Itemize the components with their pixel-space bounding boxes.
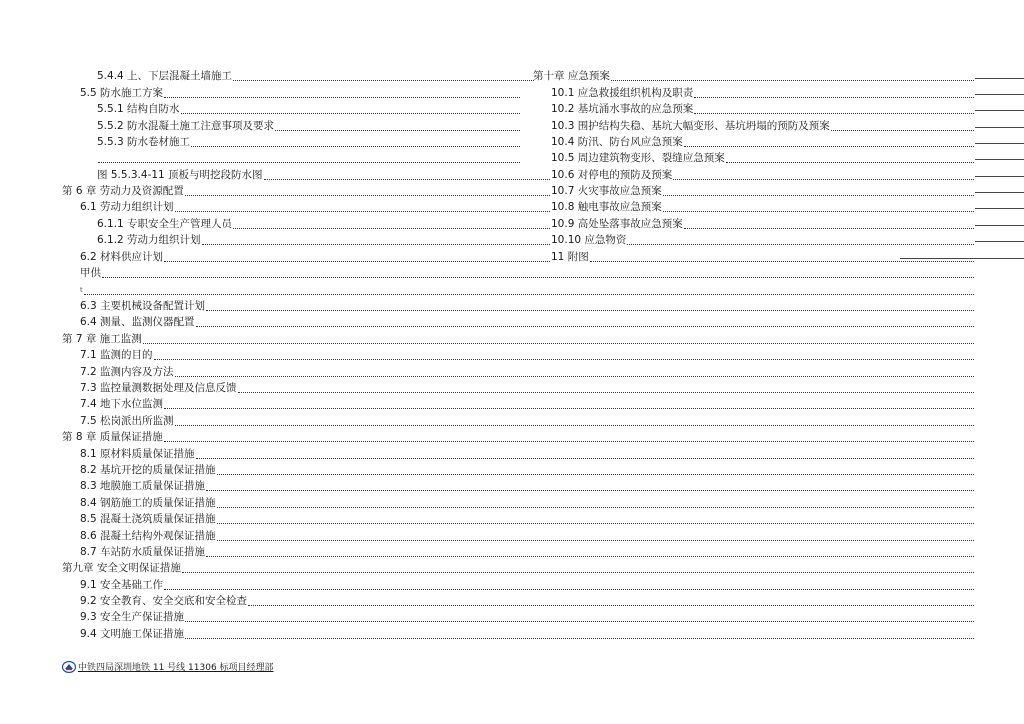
toc-entry-label: 5.5.2 防水混凝土施工注意事项及要求 (97, 120, 275, 132)
toc-entry[interactable] (80, 512, 974, 526)
toc-entry-label: 10.2 基坑涌水事故的应急预案 (551, 103, 694, 115)
toc-entry-label: 8.2 基坑开挖的质量保证措施 (80, 464, 216, 476)
toc-entry-label: 10.7 火灾事故应急预案 (551, 185, 662, 197)
toc-entry[interactable] (97, 168, 550, 182)
toc-entry[interactable] (551, 102, 974, 116)
leader-dots (590, 260, 974, 262)
toc-entry-label: 10.4 防汛、防台风应急预案 (551, 136, 683, 148)
toc-entry[interactable] (97, 151, 520, 165)
toc-entry-label: 10.1 应急救援组织机构及职责 (551, 87, 694, 99)
toc-entry-label: 9.2 安全教育、安全交底和安全检查 (80, 595, 248, 607)
leader-dots (202, 243, 550, 245)
toc-entry[interactable] (80, 315, 974, 329)
toc-entry-label: 6.2 材料供应计划 (80, 251, 164, 263)
leader-dots (238, 391, 974, 393)
toc-entry-label: 10.6 对停电的预防及预案 (551, 169, 673, 181)
toc-entry-label: 6.1 劳动力组织计划 (80, 201, 174, 213)
leader-dots (663, 210, 974, 212)
toc-entry[interactable] (97, 119, 520, 133)
leader-dots (143, 342, 974, 344)
toc-entry-label: 8.1 原材料质量保证措施 (80, 448, 195, 460)
toc-entry-label: 6.4 测量、监测仪器配置 (80, 316, 195, 328)
rule-line (975, 208, 1024, 209)
toc-entry[interactable] (80, 529, 974, 543)
leader-dots (627, 243, 974, 245)
leader-dots (191, 145, 520, 147)
toc-entry[interactable] (551, 184, 974, 198)
toc-entry[interactable] (551, 135, 974, 149)
toc-entry[interactable] (80, 266, 974, 280)
toc-entry[interactable] (97, 69, 534, 83)
toc-entry[interactable] (62, 561, 974, 575)
toc-entry-label: 8.5 混凝土浇筑质量保证措施 (80, 513, 216, 525)
toc-entry[interactable] (80, 447, 974, 461)
toc-entry[interactable] (62, 332, 974, 346)
leader-dots (663, 194, 974, 196)
toc-entry[interactable] (80, 463, 974, 477)
toc-entry[interactable] (551, 200, 974, 214)
leader-dots (206, 309, 974, 311)
toc-entry[interactable] (551, 168, 974, 182)
toc-entry[interactable] (97, 233, 550, 247)
toc-entry-label: 10.10 应急物资 (551, 234, 627, 246)
toc-entry-label: 7.4 地下水位监测 (80, 398, 164, 410)
leader-dots (164, 440, 974, 442)
toc-entry-label: 5.5.3 防水卷材施工 (97, 136, 191, 148)
toc-entry-label: t (80, 286, 83, 294)
toc-entry[interactable] (80, 365, 974, 379)
leader-dots (217, 473, 974, 475)
toc-entry-label: 5.5 防水施工方案 (80, 87, 164, 99)
leader-dots (185, 637, 974, 639)
toc-entry-label: 第十章 应急预案 (533, 70, 610, 82)
rule-line (900, 258, 1024, 259)
toc-entry[interactable] (97, 102, 520, 116)
leader-dots (248, 604, 974, 606)
leader-dots (206, 555, 974, 557)
rule-line (975, 225, 1024, 226)
leader-dots (102, 276, 974, 278)
rule-line (975, 78, 1024, 79)
toc-entry-label: 第九章 安全文明保证措施 (62, 562, 181, 574)
leader-dots (185, 620, 974, 622)
toc-entry[interactable] (80, 200, 550, 214)
toc-entry-label: 第 8 章 质量保证措施 (62, 431, 163, 443)
leader-dots (233, 227, 550, 229)
toc-entry[interactable] (97, 135, 520, 149)
leader-dots (233, 79, 534, 81)
toc-entry[interactable] (80, 545, 974, 559)
leader-dots (694, 96, 974, 98)
leader-dots (175, 424, 974, 426)
leader-dots (164, 260, 550, 262)
leader-dots (673, 178, 974, 180)
leader-dots (694, 112, 974, 114)
leader-dots (726, 161, 974, 163)
toc-entry-label: 7.5 松岗派出所监测 (80, 415, 174, 427)
leader-dots (206, 489, 974, 491)
toc-entry[interactable] (80, 283, 974, 297)
rule-line (975, 192, 1024, 193)
toc-entry[interactable] (551, 151, 974, 165)
toc-entry-label: 9.4 文明施工保证措施 (80, 628, 185, 640)
toc-entry-label: 8.4 钢筋施工的质量保证措施 (80, 497, 216, 509)
leader-dots (164, 96, 520, 98)
toc-entry-label: 10.3 围护结构失稳、基坑大幅变形、基坑坍塌的预防及预案 (551, 120, 830, 132)
rule-line (975, 110, 1024, 111)
toc-entry-label: 7.3 监控量测数据处理及信息反馈 (80, 382, 237, 394)
toc-entry-label: 9.3 安全生产保证措施 (80, 611, 185, 623)
toc-entry[interactable] (62, 184, 550, 198)
toc-entry-label: 9.1 安全基础工作 (80, 579, 164, 591)
toc-entry-label: 6.3 主要机械设备配置计划 (80, 300, 206, 312)
toc-entry[interactable] (80, 250, 550, 264)
toc-entry[interactable] (62, 430, 974, 444)
toc-entry-label: 8.6 混凝土结构外观保证措施 (80, 530, 216, 542)
rule-line (975, 159, 1024, 160)
leader-dots (175, 375, 974, 377)
leader-dots (164, 407, 974, 409)
toc-entry-label: 6.1.2 劳动力组织计划 (97, 234, 201, 246)
leader-dots (181, 112, 520, 114)
leader-dots (684, 227, 974, 229)
leader-dots (182, 571, 974, 573)
toc-entry-label: 10.9 高处坠落事故应急预案 (551, 218, 683, 230)
toc-entry[interactable] (80, 610, 974, 624)
toc-entry[interactable] (80, 414, 974, 428)
leader-dots (196, 457, 974, 459)
rule-line (975, 241, 1024, 242)
rule-line (975, 143, 1024, 144)
toc-entry[interactable] (551, 217, 974, 231)
toc-entry-label: 5.5.1 结构自防水 (97, 103, 180, 115)
toc-entry[interactable] (551, 250, 974, 264)
leader-dots (164, 588, 974, 590)
toc-entry[interactable] (80, 496, 974, 510)
leader-dots (684, 145, 974, 147)
toc-entry-label: 第 7 章 施工监测 (62, 333, 142, 345)
toc-entry[interactable] (80, 299, 974, 313)
leader-dots (84, 293, 974, 295)
leader-dots (217, 539, 974, 541)
leader-dots (185, 194, 550, 196)
toc-entry-label: 第 6 章 劳动力及资源配置 (62, 185, 184, 197)
toc-entry[interactable] (551, 86, 974, 100)
toc-entry[interactable] (80, 594, 974, 608)
rule-line (975, 94, 1024, 95)
toc-entry-label: 6.1.1 专职安全生产管理人员 (97, 218, 233, 230)
toc-entry[interactable] (80, 348, 974, 362)
leader-dots (275, 129, 520, 131)
toc-entry-label: 10.8 触电事故应急预案 (551, 201, 662, 213)
toc-entry[interactable] (533, 69, 974, 83)
toc-entry[interactable] (80, 578, 974, 592)
toc-entry-label: 图 5.5.3.4-11 顶板与明挖段防水图 (97, 169, 263, 181)
toc-entry-label: 11 附图 (551, 251, 589, 263)
toc-entry-label: 8.3 地膜施工质量保证措施 (80, 480, 206, 492)
leader-dots (217, 506, 974, 508)
leader-dots (217, 522, 974, 524)
leader-dots (154, 358, 974, 360)
toc-entry-label: 甲供 (80, 267, 101, 279)
page-footer (62, 660, 274, 673)
footer-text: 中铁四局深圳地铁 11 号线 11306 标项目经理部 (78, 663, 274, 673)
rule-line (975, 176, 1024, 177)
leader-dots (196, 325, 974, 327)
leader-dots (611, 79, 974, 81)
toc-entry-label: 5.4.4 上、下层混凝土墙施工 (97, 70, 233, 82)
toc-entry-label: 8.7 车站防水质量保证措施 (80, 546, 206, 558)
toc-entry[interactable] (551, 233, 974, 247)
toc-entry-label: 7.2 监测内容及方法 (80, 366, 174, 378)
toc-entry-label: 10.5 周边建筑物变形、裂缝应急预案 (551, 152, 725, 164)
toc-entry[interactable] (80, 627, 974, 641)
toc-entry[interactable] (80, 86, 520, 100)
leader-dots (98, 161, 520, 163)
company-logo-icon (62, 661, 76, 673)
leader-dots (831, 129, 974, 131)
toc-entry[interactable] (551, 119, 974, 133)
toc-entry[interactable] (80, 397, 974, 411)
toc-entry[interactable] (80, 479, 974, 493)
toc-entry[interactable] (97, 217, 550, 231)
rule-line (975, 127, 1024, 128)
toc-entry-label: 7.1 监测的目的 (80, 349, 153, 361)
toc-entry[interactable] (80, 381, 974, 395)
leader-dots (264, 178, 550, 180)
leader-dots (175, 210, 550, 212)
